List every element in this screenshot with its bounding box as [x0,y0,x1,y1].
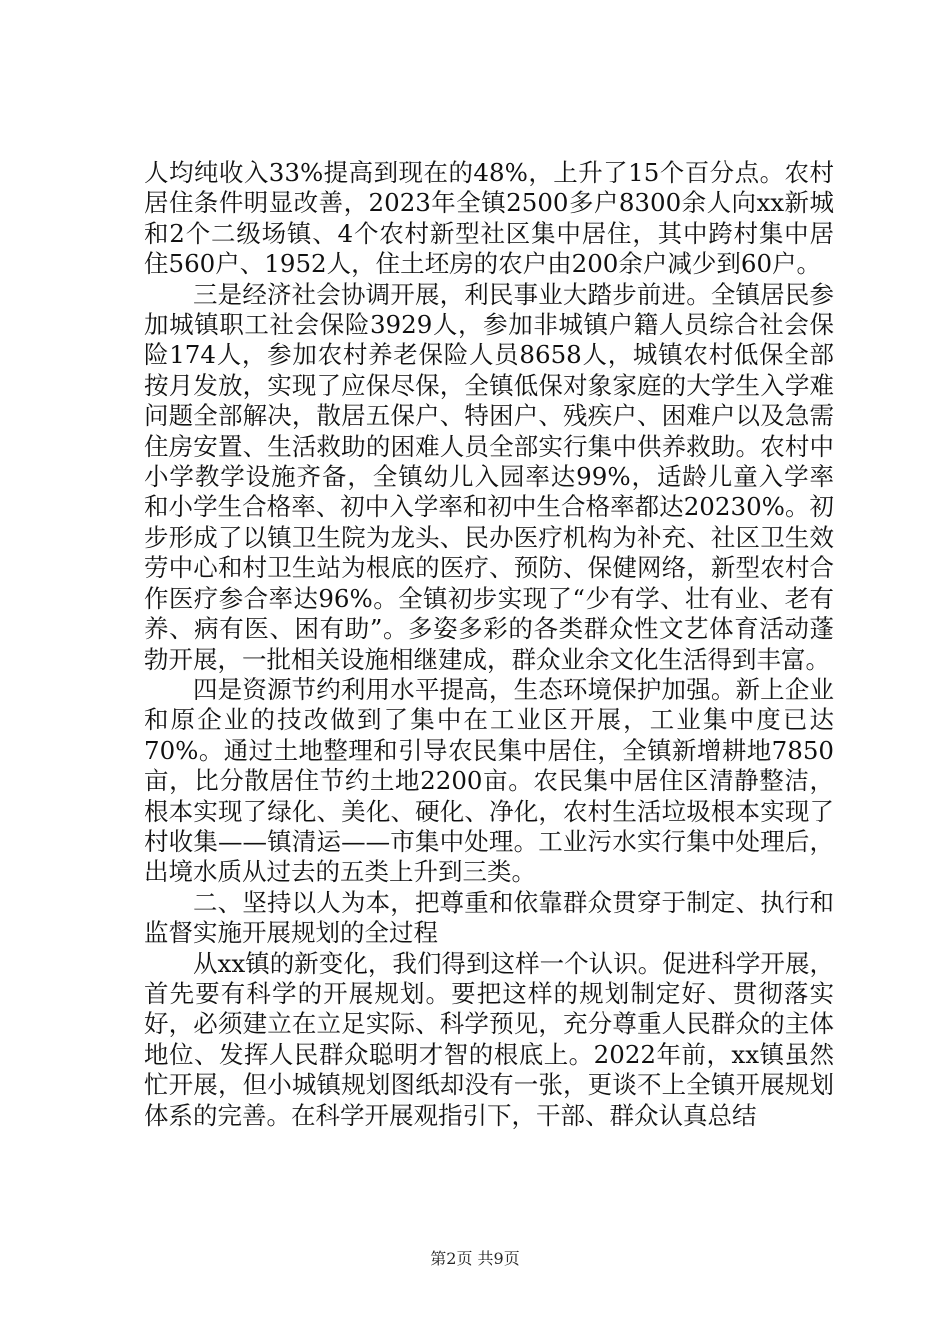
paragraph-resources-environment: 四是资源节约利用水平提高，生态环境保护加强。新上企业和原企业的技改做到了集中在工业区开展，工业集中度已达70%。通过土地整理和引导农民集中居住，全镇新增耕地7850亩，比分散居住节约土地2200亩。农民集中居住区清静整洁，根本实现了绿化、美化、硬化、净化，农村生活垃圾根本实现了村收集——镇清运——市集中处理。工业污水实行集中处理后，出境水质从过去的五类上升到三类。 [144,674,834,887]
document-body [144,158,834,1131]
section-heading-people-oriented: 二、坚持以人为本，把尊重和依靠群众贯穿于制定、执行和监督实施开展规划的全过程 [144,887,834,948]
paragraph-income-housing: 人均纯收入33%提高到现在的48%，上升了15个百分点。农村居住条件明显改善，2023年全镇2500多户8300余人向xx新城和2个二级场镇、4个农村新型社区集中居住，其中跨村集中居住560户、1952人，住土坯房的农户由200余户减少到60户。 [144,158,834,279]
page-footer: 第2页 共9页 [430,1249,520,1268]
paragraph-planning: 从xx镇的新变化，我们得到这样一个认识。促进科学开展，首先要有科学的开展规划。要把这样的规划制定好、贯彻落实好，必须建立在立足实际、科学预见，充分尊重人民群众的主体地位、发挥人民群众聪明才智的根底上。2022年前，xx镇虽然忙开展，但小城镇规划图纸却没有一张，更谈不上全镇开展规划体系的完善。在科学开展观指引下，干部、群众认真总结 [144,948,834,1130]
paragraph-social-welfare: 三是经济社会协调开展，利民事业大踏步前进。全镇居民参加城镇职工社会保险3929人，参加非城镇户籍人员综合社会保险174人，参加农村养老保险人员8658人，城镇农村低保全部按月发放，实现了应保尽保，全镇低保对象家庭的大学生入学难问题全部解决，散居五保户、特困户、残疾户、困难户以及急需住房安置、生活救助的困难人员全部实行集中供养救助。农村中小学教学设施齐备，全镇幼儿入园率达99%，适龄儿童入学率和小学生合格率、初中入学率和初中生合格率都达20230%。初步形成了以镇卫生院为龙头、民办医疗机构为补充、社区卫生效劳中心和村卫生站为根底的医疗、预防、保健网络，新型农村合作医疗参合率达96%。全镇初步实现了“少有学、壮有业、老有养、病有医、困有助”。多姿多彩的各类群众性文艺体育活动蓬勃开展，一批相关设施相继建成，群众业余文化生活得到丰富。 [144,279,834,674]
